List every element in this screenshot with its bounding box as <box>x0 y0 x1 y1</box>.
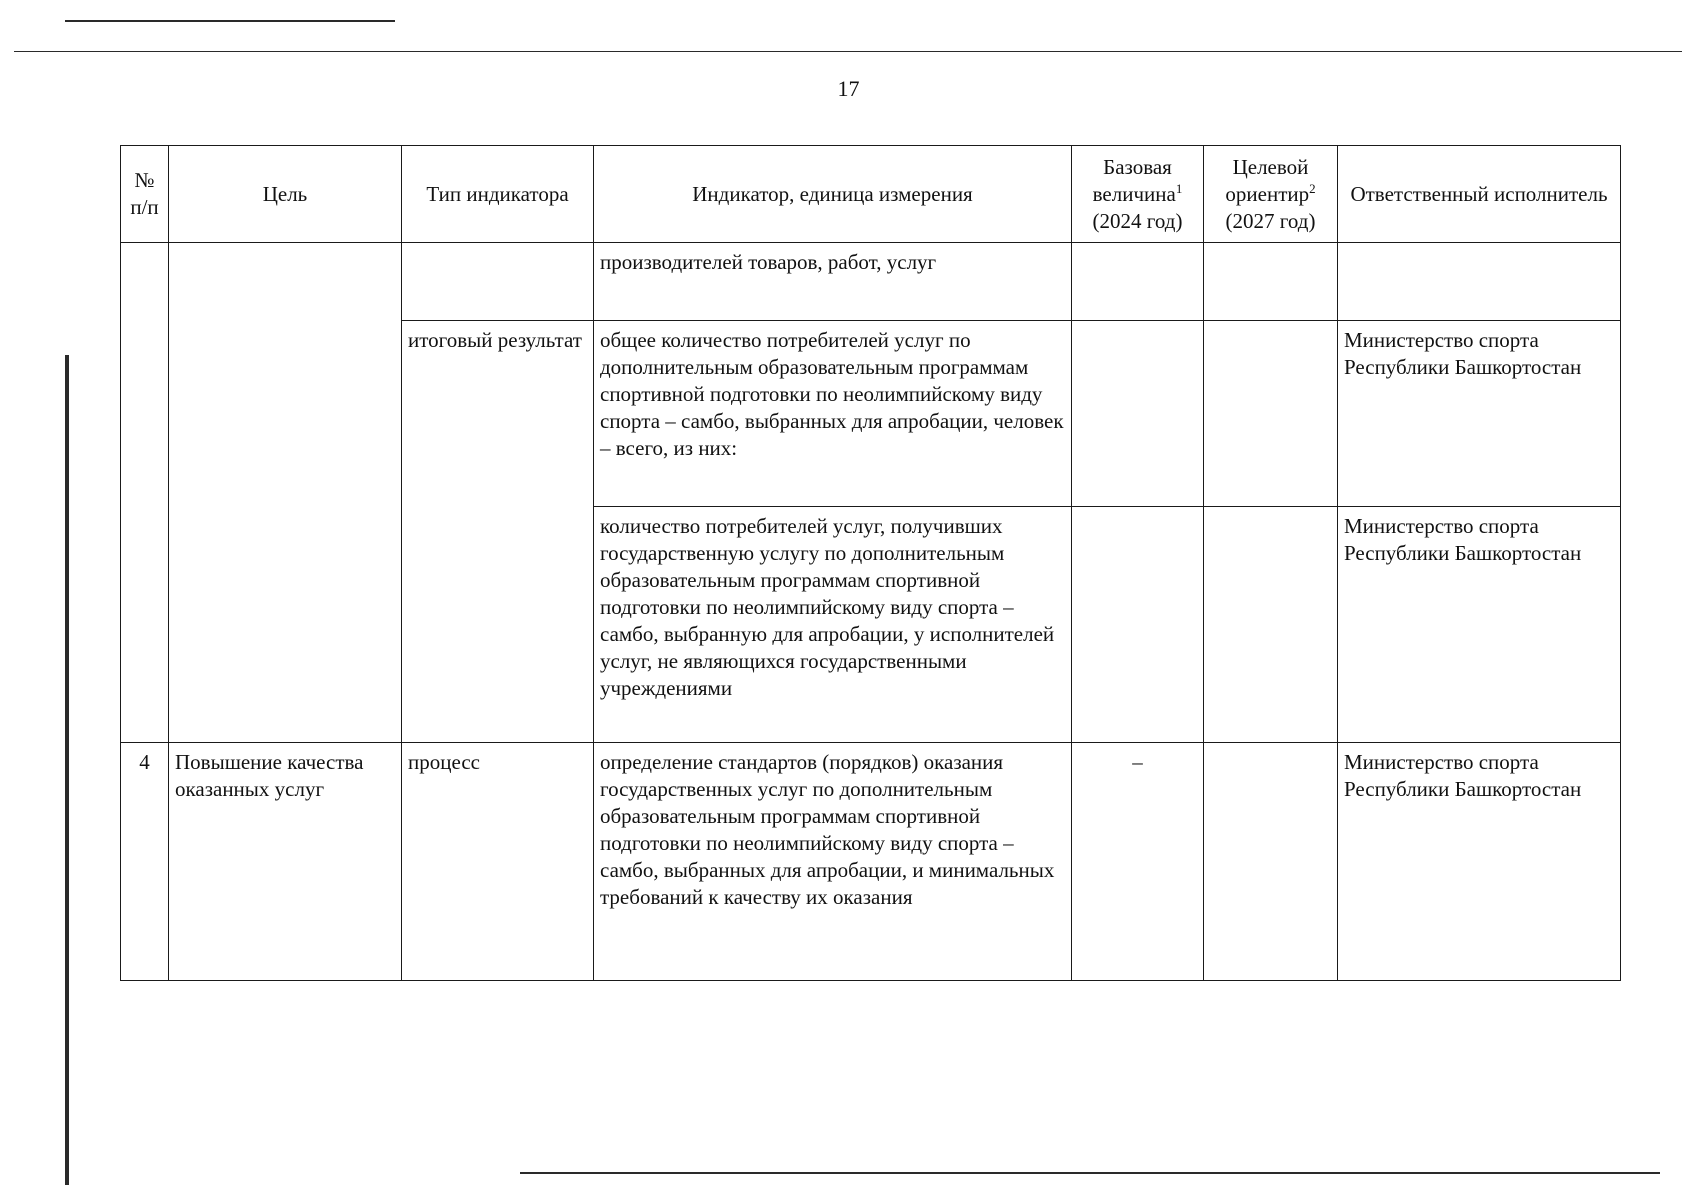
cell-type: процесс <box>402 743 594 981</box>
cell-type: итоговый результат <box>402 321 594 743</box>
cell-goal: Повышение качества оказанных услуг <box>169 743 402 981</box>
cell-base <box>1072 243 1204 321</box>
cell-indicator: производителей товаров, работ, услуг <box>594 243 1072 321</box>
cell-num <box>121 243 169 743</box>
page-number: 17 <box>837 76 860 101</box>
header-base-value-year: (2024 год) <box>1092 208 1183 233</box>
header-indicator: Индикатор, единица измерения <box>594 146 1072 243</box>
cell-responsible: Министерство спорта Республики Башкортостан <box>1338 321 1621 507</box>
header-responsible: Ответственный исполнитель <box>1338 146 1621 243</box>
cell-type <box>402 243 594 321</box>
table-row <box>121 243 1621 321</box>
header-num: № п/п <box>121 146 169 243</box>
header-target-year: (2027 год) <box>1225 208 1316 233</box>
scan-line-bottom <box>520 1172 1660 1174</box>
scan-line-top-long <box>14 51 1682 52</box>
cell-responsible <box>1338 243 1621 321</box>
header-target-label: Целевой ориентир <box>1225 154 1310 206</box>
cell-indicator: определение стандартов (порядков) оказания государственных услуг по дополнительным образовательным программам спортивной подготовки по неолимпийскому виду спорта – самбо, выбранных для апробации, и минимальных требований к качеству их оказания <box>594 743 1072 981</box>
cell-goal <box>169 243 402 743</box>
cell-num: 4 <box>121 743 169 981</box>
scan-line-left-vertical <box>65 355 69 1185</box>
header-base-value-label: Базовая величина <box>1092 154 1176 206</box>
header-target <box>1204 146 1338 243</box>
cell-responsible: Министерство спорта Республики Башкортостан <box>1338 743 1621 981</box>
header-base-value-footnote: 1 <box>1175 180 1183 196</box>
cell-base <box>1072 507 1204 743</box>
cell-base <box>1072 321 1204 507</box>
cell-target <box>1204 321 1338 507</box>
cell-indicator: количество потребителей услуг, получивших государственную услугу по дополнительным образовательным программам спортивной подготовки по неолимпийскому виду спорта – самбо, выбранную для апробации, у исполнителей услуг, не являющихся государственными учреждениями <box>594 507 1072 743</box>
header-indicator-type: Тип индикатора <box>402 146 594 243</box>
header-target-footnote: 2 <box>1309 180 1316 196</box>
cell-indicator: общее количество потребителей услуг по дополнительным образовательным программам спортивной подготовки по неолимпийскому виду спорта – самбо, выбранных для апробации, человек – всего, из них: <box>594 321 1072 507</box>
cell-target <box>1204 243 1338 321</box>
scan-line-top-short <box>65 20 395 22</box>
header-base-value <box>1072 146 1204 243</box>
indicator-table <box>120 145 1621 981</box>
cell-base: – <box>1072 743 1204 981</box>
cell-target <box>1204 507 1338 743</box>
header-goal: Цель <box>169 146 402 243</box>
table-row <box>121 743 1621 981</box>
cell-responsible: Министерство спорта Республики Башкортостан <box>1338 507 1621 743</box>
cell-target <box>1204 743 1338 981</box>
table-header-row <box>121 146 1621 243</box>
